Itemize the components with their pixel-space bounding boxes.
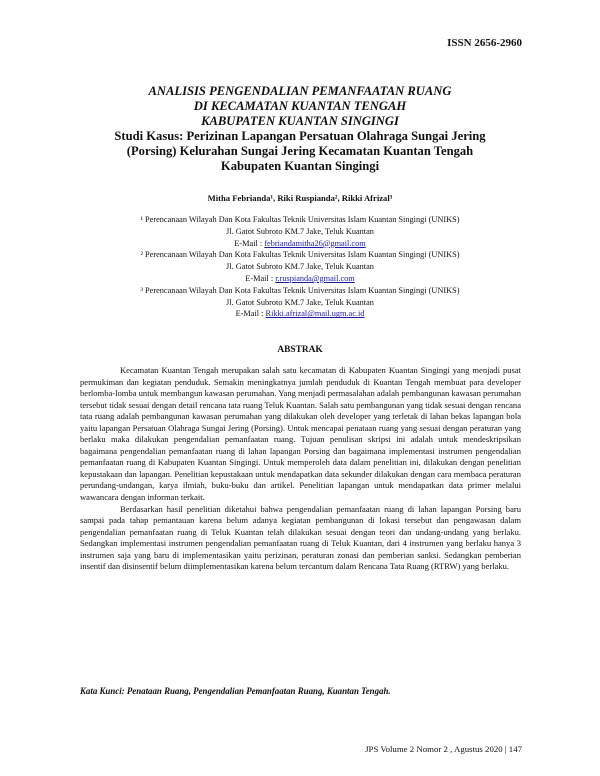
author-list: Mitha Febrianda¹, Riki Ruspianda², Rikki Afrizal³ xyxy=(207,193,393,203)
subtitle-line-1: Studi Kasus: Perizinan Lapangan Persatuan Olahraga Sungai Jering xyxy=(114,129,486,143)
subtitle-line-3: Kabupaten Kuantan Singingi xyxy=(220,159,380,173)
subtitle-line-2: (Porsing) Kelurahan Sungai Jering Kecamatan Kuantan Tengah xyxy=(126,144,474,158)
email-label: E-Mail : xyxy=(235,309,266,319)
affiliation-address: Jl. Gatot Subroto KM.7 Jake, Teluk Kuantan xyxy=(226,297,374,307)
affiliation-3 xyxy=(80,285,520,320)
title-line-3: KABUPATEN KUANTAN SINGINGI xyxy=(201,114,399,128)
issn-number: ISSN 2656-2960 xyxy=(447,37,522,49)
affiliation-2 xyxy=(80,249,520,284)
email-link[interactable]: Rikki.afrizal@mail.ugm.ac.id xyxy=(265,309,365,319)
keywords: Kata Kunci: Penataan Ruang, Pengendalian Pemanfaatan Ruang, Kuantan Tengah. xyxy=(80,686,391,696)
affiliation-email-line xyxy=(80,238,520,250)
email-label: E-Mail : xyxy=(234,238,265,248)
affiliation-institution: ¹ Perencanaan Wilayah Dan Kota Fakultas Teknik Universitas Islam Kuantan Singingi (UNIKS) xyxy=(140,215,460,224)
email-link[interactable]: febriandamitha26@gmail.com xyxy=(264,238,366,248)
email-link[interactable]: r.ruspianda@gmail.com xyxy=(275,273,355,283)
page-footer: JPS Volume 2 Nomor 2 , Agustus 2020 | 147 xyxy=(365,744,522,754)
abstract-paragraph-1: Kecamatan Kuantan Tengah merupakan salah satu kecamatan di Kabupaten Kuantan Singingi yang menjadi pusat permukiman dan kegiatan penduduk. Semakin meningkatnya jumlah penduduk di Kuantan Tengah membuat para developer berlomba-lomba untuk membangun kawasan perumahan. Yang menjadi permasalahan adalah pembangunan kawasan perumahan tersebut tidak sesuai dengan detail rencana tata ruang Teluk Kuantan. Salah satu pembangunan yang tidak sesuai dengan rencana tata ruang adalah pembangunan kawasan perumahan yang dilakukan oleh developer yang terletak di lahan bekas lapangan bola yaitu lapangan Persatuan Olahraga Sungai Jering (Porsing). Untuk mencapai penataan ruang yang sesuai dengan peraturan yang berlaku maka dilakukan pengendalian pemanfaatan ruang. Tujuan penulisan skripsi ini adalah untuk mendeskripsikan bagaimana pengendalian pemanfaatan ruang di lahan lapangan Porsing dan bagaimana implementasi instrumen pengendalian pemanfaatan ruang di Kabupaten Kuantan Singingi. Untuk memperoleh data dalam penelitian ini, dilakukan dengan penelitian kepustakaan dan lapangan. Penelitian kepustakaan untuk mendapatkan data sekunder dilakukan dengan cara membaca peraturan perundang-undangan, karya ilmiah, buku-buku dan artikel. Penelitian lapangan untuk mendapatkan data primer melalui wawancara dengan informan terkait. xyxy=(80,365,521,503)
affiliation-email-line xyxy=(80,308,520,320)
affiliation-email-line xyxy=(80,273,520,285)
title-line-2: DI KECAMATAN KUANTAN TENGAH xyxy=(193,99,407,113)
affiliation-address: Jl. Gatot Subroto KM.7 Jake, Teluk Kuantan xyxy=(226,226,374,236)
affiliations xyxy=(80,214,520,320)
paper-title xyxy=(80,84,520,174)
abstract-heading: ABSTRAK xyxy=(277,345,323,355)
title-line-1: ANALISIS PENGENDALIAN PEMANFAATAN RUANG xyxy=(148,84,452,98)
email-label: E-Mail : xyxy=(245,273,276,283)
abstract-paragraph-2: Berdasarkan hasil penelitian diketahui bahwa pengendalian pemanfaatan ruang di lahan lapangan Porsing baru sampai pada tahap pemantauan karena belum adanya kegiatan pembangunan di lokasi tersebut dan pengawasan dalam pengendalian pemanfaatan ruang di Teluk Kuantan telah dilakukan sesuai dengan teori dan undang-undang yang berlaku. Sedangkan implementasi instrumen pengendalian pemanfaatan ruang di Teluk Kuantan, dari 4 instrumen yang berlaku hanya 3 instrumen saja yang baru di implementasikan yaitu perizinan, peraturan zonasi dan pemberian sanksi. Sedangkan pemberian insentif dan disinsentif belum diimplementasikan karena belum tercantum dalam Rencana Tata Ruang (RTRW) yang berlaku. xyxy=(80,503,521,572)
abstract-body xyxy=(80,365,521,573)
affiliation-institution: ³ Perencanaan Wilayah Dan Kota Fakultas Teknik Universitas Islam Kuantan Singingi (UNIKS) xyxy=(140,285,460,295)
affiliation-address: Jl. Gatot Subroto KM.7 Jake, Teluk Kuantan xyxy=(226,262,374,272)
affiliation-institution: ² Perencanaan Wilayah Dan Kota Fakultas Teknik Universitas Islam Kuantan Singingi (UNIKS) xyxy=(140,250,460,260)
affiliation-1 xyxy=(80,214,520,249)
